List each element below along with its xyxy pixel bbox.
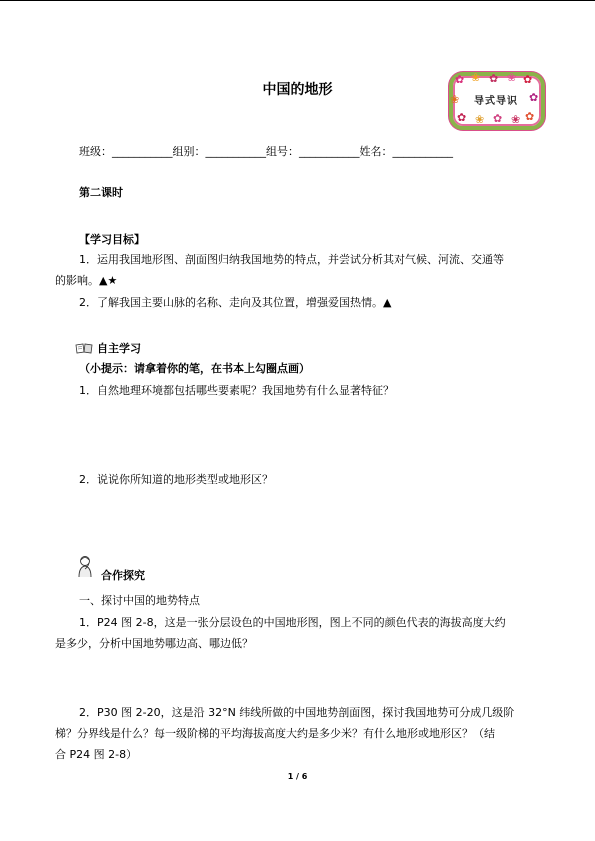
self-study-question-1: 1．自然地理环境都包括哪些要素呢？我国地势有什么显著特征？ xyxy=(79,384,394,397)
flower-icon: ✿ xyxy=(455,73,465,86)
top-rule xyxy=(0,0,595,1)
cooperative-question-2-line-2: 梯？分界线是什么？每一级阶梯的平均海拔高度大约是多少米？有什么地形或地形区？（结 xyxy=(55,727,495,740)
self-study-hint: （小提示：请拿着你的笔，在书本上勾圈点画） xyxy=(79,362,310,375)
flower-icon: ❀ xyxy=(475,113,485,126)
cooperative-question-2-line-3: 合 P24 图 2-8） xyxy=(55,748,138,761)
open-book-icon xyxy=(75,343,93,354)
objectives-heading: 【学习目标】 xyxy=(79,233,145,246)
flower-icon: ✿ xyxy=(489,72,499,85)
badge-label: 导式导识 xyxy=(474,96,518,107)
student-info-line: 班级：___________组别：___________组号：___________姓名：___________ xyxy=(79,145,453,158)
flower-icon: ✿ xyxy=(493,112,503,125)
flower-icon: ❀ xyxy=(450,93,460,106)
objective-2: 2．了解我国主要山脉的名称、走向及其位置，增强爱国热情。▲ xyxy=(79,296,392,309)
thinking-person-icon xyxy=(75,555,95,579)
cooperative-question-1-line-2: 是多少，分析中国地势哪边高、哪边低？ xyxy=(55,637,253,650)
flower-icon: ✿ xyxy=(457,111,467,124)
objective-1-line-1: 1．运用我国地形图、剖面图归纳我国地势的特点，并尝试分析其对气候、河流、交通等 xyxy=(79,253,504,266)
flower-icon: ❀ xyxy=(471,71,481,84)
page-number: 1 / 6 xyxy=(287,772,308,781)
objective-1-line-2: 的影响。▲★ xyxy=(55,274,118,287)
flower-icon: ❀ xyxy=(511,113,521,126)
flower-icon: ✿ xyxy=(525,110,535,123)
cooperative-question-1-line-1: 1．P24 图 2-8，这是一张分层设色的中国地形图，图上不同的颜色代表的海拔高度大约 xyxy=(79,616,506,629)
flower-badge xyxy=(449,72,545,130)
cooperative-section-1: 一、探讨中国的地势特点 xyxy=(79,594,200,607)
lesson-label: 第二课时 xyxy=(79,186,123,199)
flower-icon: ✿ xyxy=(529,91,539,104)
flower-icon: ❀ xyxy=(507,71,517,84)
page-title: 中国的地形 xyxy=(262,82,333,98)
cooperative-heading: 合作探究 xyxy=(101,569,145,582)
cooperative-question-2-line-1: 2．P30 图 2-20，这是沿 32°N 纬线所做的中国地势剖面图，探讨我国地势可分成几级阶 xyxy=(79,706,515,719)
self-study-question-2: 2．说说你所知道的地形类型或地形区？ xyxy=(79,473,273,486)
flower-icon: ✿ xyxy=(523,73,533,86)
self-study-heading: 自主学习 xyxy=(97,342,141,355)
